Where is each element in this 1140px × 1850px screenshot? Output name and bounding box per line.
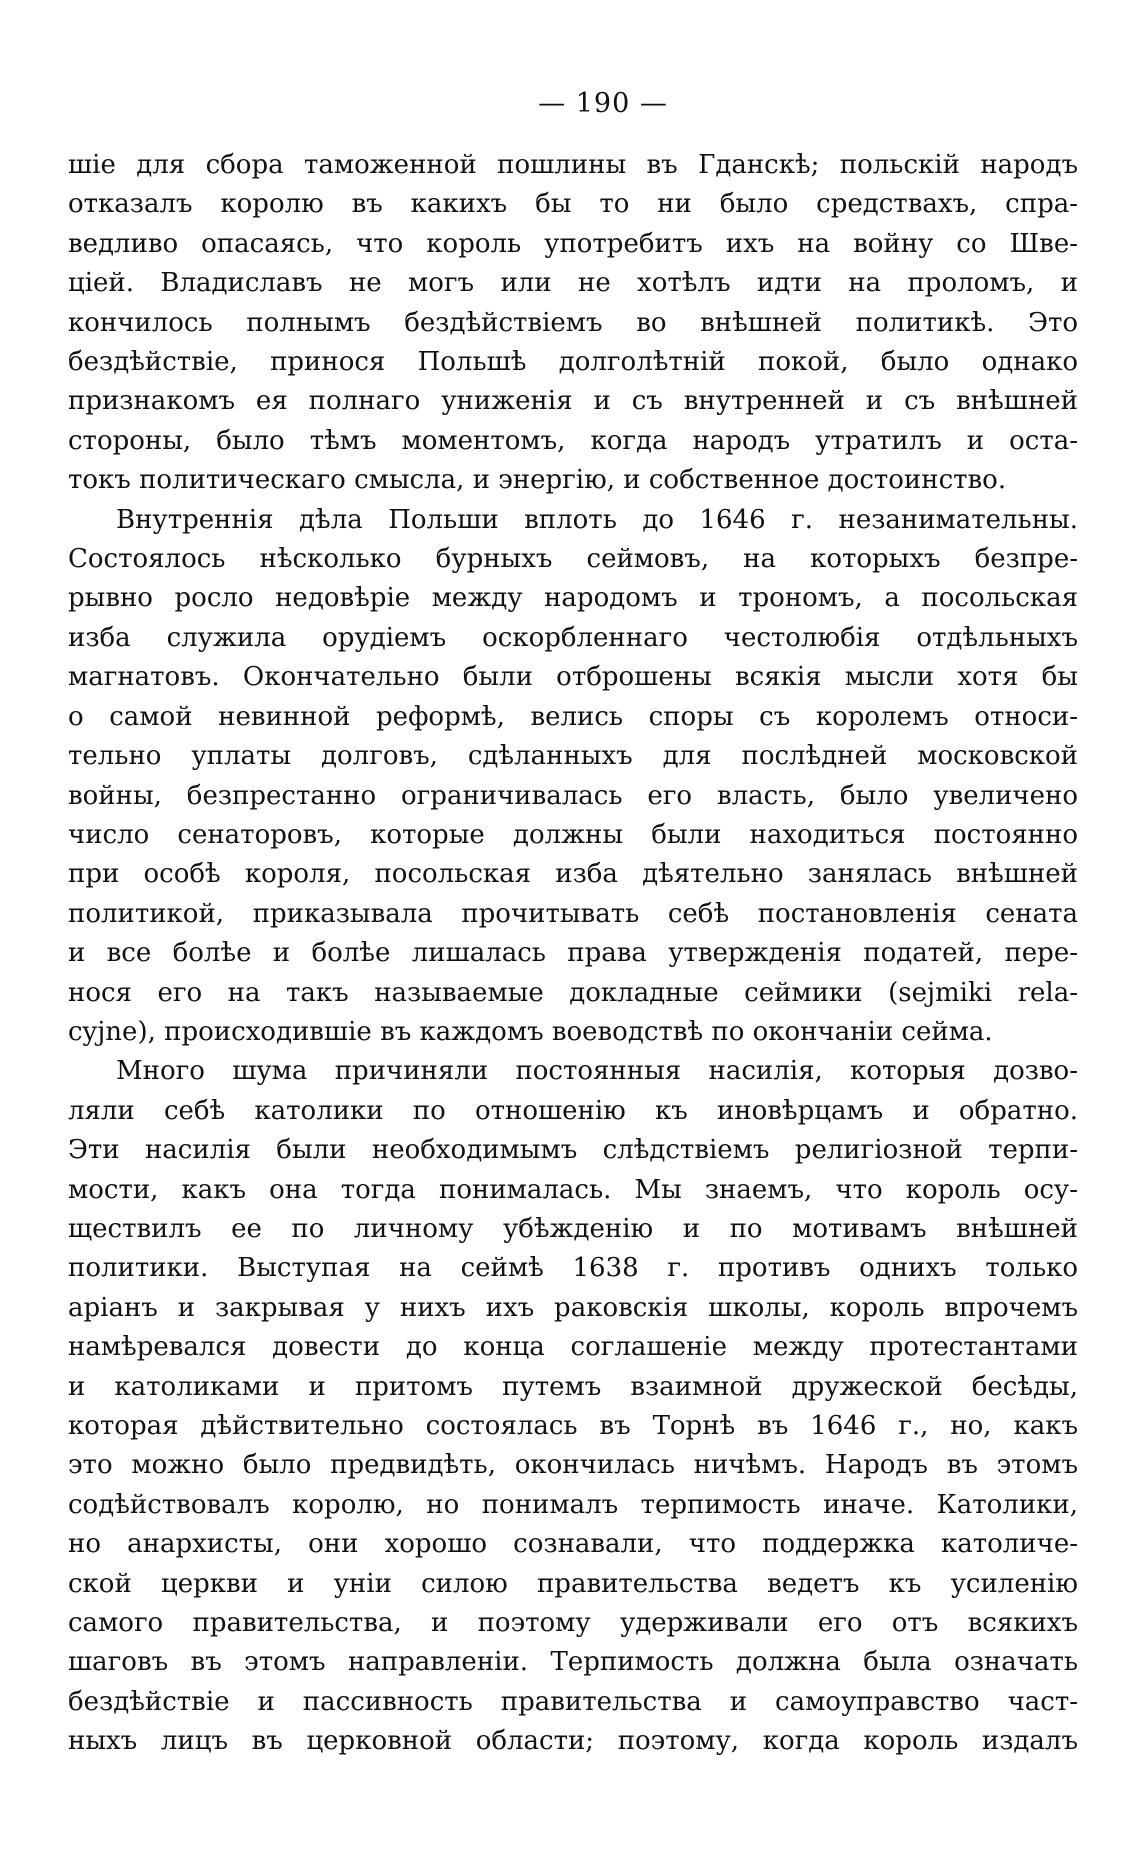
text-line: войны, безпрестанно ограничивалась его власть, было увеличено bbox=[68, 780, 1078, 811]
text-line: но анархисты, они хорошо сознавали, что поддержка католиче- bbox=[68, 1529, 1078, 1560]
text-line: магнатовъ. Окончательно были отброшены всякія мысли хотя бы bbox=[68, 662, 1078, 693]
text-line: и католиками и притомъ путемъ взаимной дружеской бесѣды, bbox=[68, 1371, 1078, 1402]
text-line: о самой невинной реформѣ, велись споры съ королемъ относи- bbox=[68, 701, 1078, 732]
text-line: признакомъ ея полнаго униженія и съ внутренней и съ внѣшней bbox=[68, 386, 1078, 417]
text-line: тельно уплаты долговъ, сдѣланныхъ для послѣдней московской bbox=[68, 741, 1078, 772]
text-line: ляли себѣ католики по отношенію къ иновѣрцамъ и обратно. bbox=[68, 1095, 1078, 1126]
text-line: намѣревался довести до конца соглашеніе между протестантами bbox=[68, 1332, 1078, 1363]
text-line: Много шума причиняли постоянныя насилія, которыя дозво- bbox=[116, 1056, 1078, 1087]
text-line: ществилъ ее по личному убѣжденію и по мотивамъ внѣшней bbox=[68, 1213, 1078, 1244]
text-line: шаговъ въ этомъ направленіи. Терпимость должна была означать bbox=[68, 1647, 1078, 1678]
text-line: которая дѣйствительно состоялась въ Торнѣ въ 1646 г., но, какъ bbox=[68, 1411, 1078, 1441]
text-line: cyjne), происходившіе въ каждомъ воеводствѣ по окончаніи сейма. bbox=[68, 1016, 993, 1047]
text-line: содѣйствовалъ королю, но понималъ терпимость иначе. Католики, bbox=[68, 1489, 1078, 1520]
page-number: — 190 — bbox=[538, 88, 668, 119]
text-line: и все болѣе и болѣе лишалась права утвержденія податей, пере- bbox=[68, 938, 1078, 969]
text-line: бездѣйствіе, принося Польшѣ долголѣтній покой, было однако bbox=[68, 347, 1078, 378]
text-line: токъ политическаго смысла, и энергію, и собственное достоинство. bbox=[68, 465, 1007, 496]
body-text bbox=[68, 146, 1078, 1762]
text-line: бездѣйствіе и пассивность правительства и самоуправство част- bbox=[68, 1686, 1078, 1717]
text-line: Эти насилія были необходимымъ слѣдствіемъ религіозной терпи- bbox=[68, 1135, 1078, 1166]
text-line: политики. Выступая на сеймѣ 1638 г. противъ однихъ только bbox=[68, 1253, 1078, 1284]
text-line: нося его на такъ называемые докладные сеймики (sejmiki rela- bbox=[68, 977, 1078, 1008]
text-line: аріанъ и закрывая у нихъ ихъ раковскія школы, король впрочемъ bbox=[68, 1292, 1078, 1323]
text-line: ведливо опасаясь, что король употребитъ ихъ на войну со Шве- bbox=[68, 228, 1078, 259]
text-line: ской церкви и уніи силою правительства ведетъ къ усиленію bbox=[68, 1568, 1078, 1599]
paragraph-1 bbox=[68, 146, 1078, 501]
text-line: при особѣ короля, посольская изба дѣятельно занялась внѣшней bbox=[68, 859, 1078, 890]
text-line: рывно росло недовѣріе между народомъ и трономъ, а посольская bbox=[68, 583, 1078, 614]
text-line: ціей. Владиславъ не могъ или не хотѣлъ идти на проломъ, и bbox=[68, 268, 1078, 299]
text-line: изба служила орудіемъ оскорбленнаго честолюбія отдѣльныхъ bbox=[68, 622, 1078, 653]
text-line: Состоялось нѣсколько бурныхъ сеймовъ, на которыхъ безпре- bbox=[68, 544, 1078, 575]
paragraph-3 bbox=[68, 1052, 1078, 1761]
text-line: кончилось полнымъ бездѣйствіемъ во внѣшней политикѣ. Это bbox=[68, 307, 1078, 338]
text-line: политикой, приказывала прочитывать себѣ постановленія сената bbox=[68, 898, 1078, 929]
text-line: стороны, было тѣмъ моментомъ, когда народъ утратилъ и оста- bbox=[68, 425, 1078, 456]
text-line: отказалъ королю въ какихъ бы то ни было средствахъ, спра- bbox=[68, 189, 1078, 220]
text-line: Внутреннія дѣла Польши вплоть до 1646 г. незанимательны. bbox=[116, 504, 1078, 535]
text-line: шіе для сбора таможенной пошлины въ Гданскѣ; польскій народъ bbox=[68, 150, 1078, 180]
text-line: это можно было предвидѣть, окончилась ничѣмъ. Народъ въ этомъ bbox=[68, 1450, 1078, 1481]
text-line: ныхъ лицъ въ церковной области; поэтому, когда король издалъ bbox=[68, 1726, 1078, 1757]
text-line: число сенаторовъ, которые должны были находиться постоянно bbox=[68, 819, 1078, 850]
text-line: мости, какъ она тогда понималась. Мы знаемъ, что король осу- bbox=[68, 1174, 1078, 1205]
paragraph-2 bbox=[68, 501, 1078, 1053]
text-line: самого правительства, и поэтому удерживали его отъ всякихъ bbox=[68, 1608, 1078, 1639]
